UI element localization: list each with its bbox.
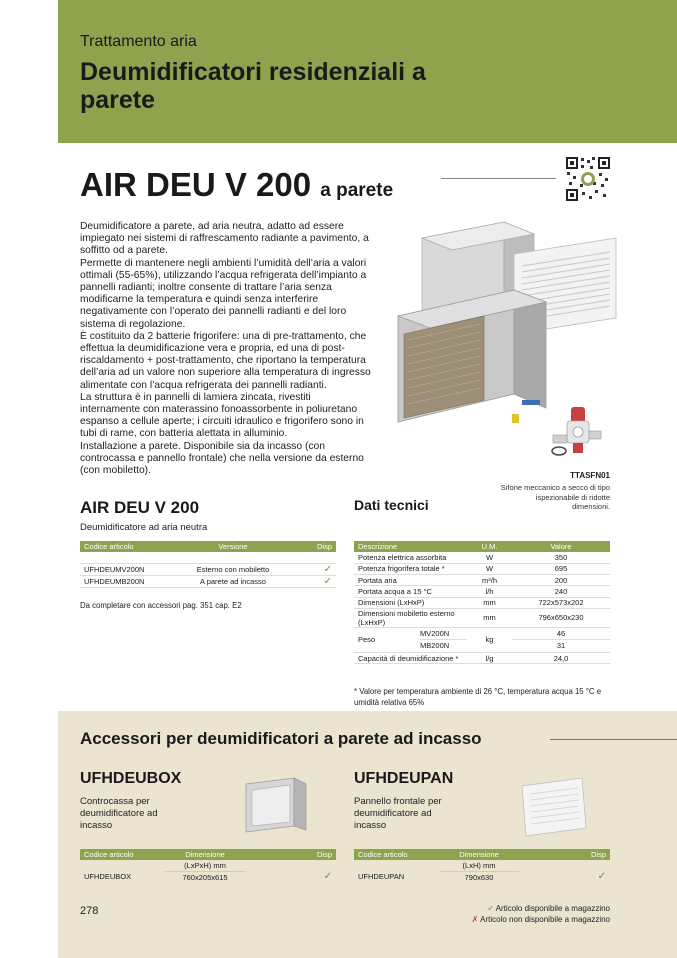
qr-code-icon — [565, 156, 611, 202]
peso-sub-name: MB200N — [420, 641, 450, 651]
legend-unavailable — [430, 915, 610, 924]
peso-cell — [354, 627, 467, 652]
col-header: Valore — [512, 541, 610, 552]
code-cell: UFHDEUPAN — [358, 872, 405, 882]
version-cell: Esterno con mobiletto — [165, 563, 301, 575]
spec-val: 24,0 — [512, 652, 610, 663]
table-row — [354, 627, 610, 652]
accessory-desc: Controcassa per deumidificatore ad incasso — [80, 796, 158, 831]
description-paragraph: Deumidificatore a parete, ad aria neutra, adatto ad essere impiegato nei sistemi di raffrescamento radiante a pavimento, a soffitto od a parete. — [80, 221, 369, 257]
table-row — [354, 563, 610, 574]
peso-values — [512, 627, 610, 652]
table-row — [80, 552, 336, 563]
col-header: Codice articolo — [80, 541, 165, 552]
table-row — [80, 563, 336, 575]
accessory-code: TTASFN01 — [570, 471, 610, 480]
dim-header: (LxPxH) mm — [165, 860, 245, 871]
code-cell: UFHDEUMV200N — [80, 563, 165, 575]
table-row — [354, 652, 610, 663]
description-paragraph: Permette di mantenere negli ambienti l’umidità dell’aria a valori ottimali (55-65%), utilizzando l’acqua refrigerata dell’impianto a pannelli radianti; inoltre consente di trattare l’aria senza modificarne la temperatura e quindi senza interferire negativamente con l’operato dei pannelli radianti e del loro sistema di regolazione. — [80, 257, 367, 330]
dim-cell: 790x630 — [464, 872, 494, 882]
spec-val: 240 — [512, 586, 610, 597]
spec-desc: Potenza elettrica assorbita — [354, 552, 467, 563]
description-paragraph: È costituito da 2 batterie frigorifere: una di pre-trattamento, che effettua la deumidificazione vera e propria, ed una di post-riscaldamento + post-trattamento, che riportano la temperatura dell’aria ad un valore non superiore alla temperatura di ingresso alimentate con l’acqua refrigerata dei pannelli radianti. — [80, 330, 371, 391]
col-header: Codice articolo — [80, 849, 165, 860]
table-row — [354, 608, 610, 627]
page-title: Deumidificatori residenziali a parete — [80, 58, 426, 114]
codes-note: Da completare con accessori pag. 351 cap. E2 — [80, 601, 242, 610]
dim-cell: 760x205x615 — [182, 872, 228, 882]
col-header: Disp — [519, 849, 610, 860]
spec-desc: Portata acqua a 15 °C — [354, 586, 467, 597]
spec-desc: Potenza frigorifera totale * — [354, 563, 467, 574]
codes-section-title: AIR DEU V 200 — [80, 498, 200, 517]
peso-sub-name: MV200N — [420, 628, 467, 640]
page-header — [58, 0, 677, 143]
spec-val: 695 — [512, 563, 610, 574]
table-row — [80, 860, 336, 871]
col-header: Dimensione — [165, 849, 245, 860]
spec-val: 796x650x230 — [512, 608, 610, 627]
legend-unavailable-text: Articolo non disponibile a magazzino — [480, 915, 610, 924]
table-row — [354, 860, 610, 871]
col-header: U.M. — [467, 541, 512, 552]
spec-desc: Dimensioni mobiletto esterno (LxHxP) — [354, 608, 467, 627]
spec-val: 46 — [512, 628, 610, 640]
availability-check-icon: ✓ — [323, 871, 332, 883]
product-title — [80, 166, 393, 204]
table-row — [80, 871, 336, 882]
table-row — [354, 586, 610, 597]
table-row — [354, 871, 610, 882]
spec-um: W — [467, 552, 512, 563]
accessories-title: Accessori per deumidificatori a parete ad incasso — [80, 729, 482, 748]
col-header: Versione — [165, 541, 301, 552]
category-label: Trattamento aria — [80, 33, 197, 50]
spec-um: l/h — [467, 586, 512, 597]
peso-label: Peso — [358, 635, 376, 645]
specs-table — [354, 541, 610, 664]
accessory-caption: Sifone meccanico a secco di tipo ispezionabile di ridotte dimensioni. — [500, 483, 610, 511]
page-number: 278 — [80, 905, 99, 917]
spec-um: m³/h — [467, 575, 512, 586]
spec-um: l/g — [467, 652, 512, 663]
codes-table — [80, 541, 336, 588]
col-header: Dimensione — [439, 849, 519, 860]
spec-um: kg — [467, 627, 512, 652]
code-cell: UFHDEUMB200N — [80, 575, 165, 587]
table-header-row — [80, 541, 336, 552]
table-row — [354, 552, 610, 563]
title-divider — [441, 178, 556, 179]
table-row — [80, 575, 336, 587]
accessory-name: UFHDEUPAN — [354, 770, 454, 787]
accessory-name: UFHDEUBOX — [80, 770, 182, 787]
availability-check-icon: ✓ — [597, 871, 606, 883]
codes-section-subtitle: Deumidificatore ad aria neutra — [80, 522, 208, 533]
product-name-suffix: a parete — [320, 180, 394, 201]
col-header: Descrizione — [354, 541, 467, 552]
accessory-table — [80, 849, 336, 883]
pannello-image — [518, 776, 590, 838]
specs-title: Dati tecnici — [354, 497, 429, 513]
product-name: AIR DEU V 200 — [80, 166, 312, 203]
spec-val: 350 — [512, 552, 610, 563]
legend-available-text: Articolo disponibile a magazzino — [495, 904, 610, 913]
spec-val: 31 — [556, 641, 566, 651]
col-header: Disp — [301, 541, 336, 552]
left-margin — [0, 0, 58, 958]
availability-check-icon: ✓ — [301, 575, 336, 587]
controcassa-image — [242, 776, 310, 834]
col-header: Disp — [245, 849, 336, 860]
specs-footnote: * Valore per temperatura ambiente di 26 °C, temperatura acqua 15 °C e umidità relativa 65% — [354, 687, 602, 707]
version-cell: A parete ad incasso — [165, 575, 301, 587]
spec-um: mm — [467, 597, 512, 608]
description-paragraph: La struttura è in pannelli di lamiera zincata, rivestiti internamente con materassino fonoassorbente in poliuretano espanso a cellule aperte; i circuiti idraulico e frigorifero sono in tubi di rame, con batteria alettata in alluminio. — [80, 391, 364, 440]
table-header-row — [80, 849, 336, 860]
spec-desc: Portata aria — [354, 575, 467, 586]
accessories-divider — [550, 739, 677, 740]
cross-icon: ✗ — [471, 915, 479, 924]
table-header-row — [354, 541, 610, 552]
spec-um: W — [467, 563, 512, 574]
spec-desc: Dimensioni (LxHxP) — [354, 597, 467, 608]
siphon-accessory-image — [547, 405, 607, 460]
spec-desc: Capacità di deumidificazione * — [354, 652, 467, 663]
code-cell: UFHDEUBOX — [84, 872, 132, 882]
table-row — [354, 597, 610, 608]
table-row — [354, 575, 610, 586]
table-header-row — [354, 849, 610, 860]
availability-check-icon: ✓ — [301, 563, 336, 575]
spec-val: 722x573x202 — [512, 597, 610, 608]
legend-available — [430, 904, 610, 913]
product-description — [80, 221, 372, 477]
description-paragraph: Installazione a parete. Disponibile sia da incasso (con controcassa e pannello frontale) che nella versione da esterno (con mobiletto). — [80, 440, 364, 477]
check-icon: ✓ — [487, 904, 494, 913]
col-header: Codice articolo — [354, 849, 439, 860]
spec-val: 200 — [512, 575, 610, 586]
accessory-table — [354, 849, 610, 883]
dim-header: (LxH) mm — [439, 860, 519, 871]
spec-um: mm — [467, 608, 512, 627]
accessory-desc: Pannello frontale per deumidificatore ad incasso — [354, 796, 442, 831]
